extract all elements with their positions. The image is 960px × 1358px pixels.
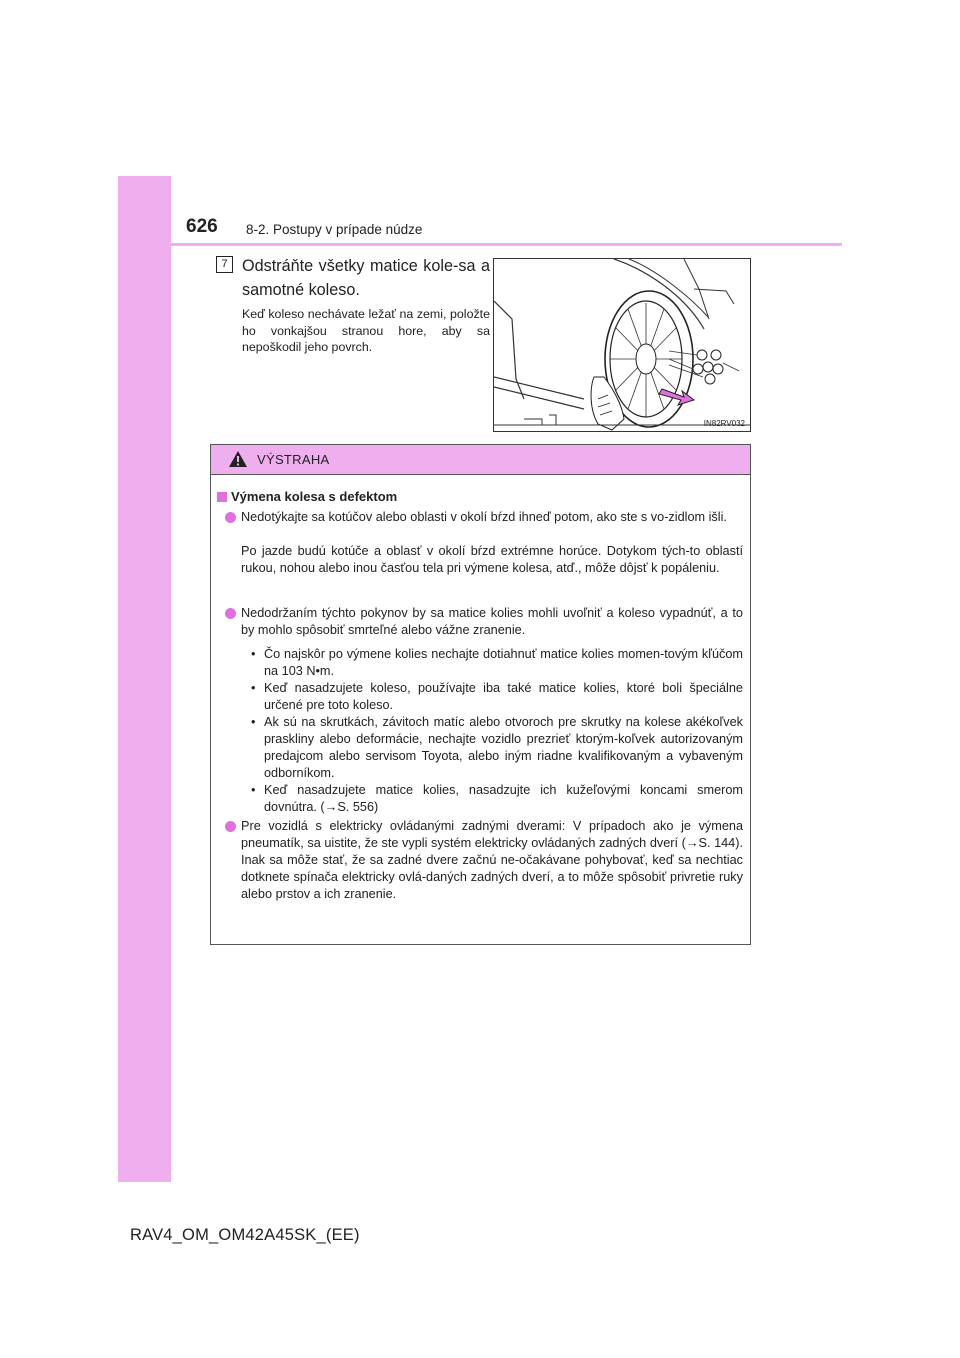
warning-bullet	[225, 509, 743, 526]
header-rule	[171, 243, 842, 246]
warning-bullet-continuation	[225, 543, 743, 577]
warning-heading-text: Výmena kolesa s defektom	[231, 489, 398, 504]
sub-item-marker: •	[251, 783, 256, 797]
sub-item-text: Keď nasadzujete koleso, používajte iba také matice kolies, ktoré boli špeciálne určené pre toto koleso.	[264, 681, 743, 712]
section-title: 8-2. Postupy v prípade núdze	[246, 222, 423, 237]
sub-item-marker: •	[251, 681, 256, 695]
warning-bullet-text: Nedotýkajte sa kotúčov alebo oblasti v okolí bŕzd ihneď potom, ako ste s vo-zidlom išli.	[241, 510, 727, 524]
wheel-illustration-drawing	[494, 259, 750, 431]
warning-bullet-text: Po jazde budú kotúče a oblasť v okolí bŕzd extrémne horúce. Dotykom tých-to oblastí rukou, nohou alebo inou časťou tela pri výmene kolesa, atď., môže dôjsť k popáleniu.	[241, 544, 743, 575]
round-bullet-icon	[225, 821, 236, 832]
wheel-removal-illustration	[493, 258, 751, 432]
sub-item-text: Ak sú na skrutkách, závitoch matíc alebo otvoroch pre skrutky na kolese akékoľvek praskliny alebo deformácie, nechajte vozidlo prezrieť ktorým-koľvek autorizovaným predajcom alebo servisom Toyota, alebo iným riadne kvalifikovaným a vybaveným odborníkom.	[264, 715, 743, 780]
round-bullet-icon	[225, 512, 236, 523]
step-note: Keď koleso nechávate ležať na zemi, položte ho vonkajšou stranou hore, aby sa nepoškodil jeho povrch.	[242, 307, 490, 354]
chapter-sidebar-tab	[118, 176, 171, 1182]
round-bullet-icon	[225, 608, 236, 619]
page-number: 626	[186, 216, 218, 237]
warning-title: VÝSTRAHA	[257, 452, 330, 467]
warning-sub-item	[251, 714, 743, 782]
step-title: Odstráňte všetky matice kole-sa a samotné koleso.	[242, 257, 490, 299]
sub-item-marker: •	[251, 715, 256, 729]
warning-box	[210, 444, 751, 945]
warning-header	[211, 445, 750, 475]
document-code: RAV4_OM_OM42A45SK_(EE)	[130, 1226, 360, 1244]
warning-bullet-text: Nedodržaním týchto pokynov by sa matice kolies mohli uvoľniť a koleso vypadnúť, a to by mohlo spôsobiť smrteľné alebo vážne zranenie.	[241, 606, 743, 637]
sub-item-marker: •	[251, 647, 256, 661]
illustration-code: IN82RV032	[703, 419, 745, 428]
warning-sub-item	[251, 782, 743, 816]
warning-sub-item	[251, 646, 743, 680]
warning-triangle-icon	[228, 450, 248, 468]
warning-bullet-text: Pre vozidlá s elektricky ovládanými zadnými dverami: V prípadoch ako je výmena pneumatík, sa uistite, že ste vypli systém elektricky ovládaných zadných dverí (→S. 144). Inak sa môže stať, že sa zadné dvere začnú ne-očakávane pohybovať, keď sa nechtiac dotknete spínača elektricky ovlá-daných zadných dverí, a to môže spôsobiť privretie ruky alebo prstov a ich zranenie.	[241, 819, 743, 901]
sub-item-text: Keď nasadzujete matice kolies, nasadzujte ich kužeľovými koncami smerom dovnútra. (→S. 556)	[264, 783, 743, 814]
warning-sub-item	[251, 680, 743, 714]
sub-item-text: Čo najskôr po výmene kolies nechajte dotiahnuť matice kolies momen-tovým kľúčom na 103 N•m.	[264, 647, 743, 678]
square-bullet-icon	[217, 492, 227, 502]
warning-heading	[217, 489, 397, 504]
warning-bullet	[225, 818, 743, 903]
warning-bullet	[225, 605, 743, 639]
step-number-box: 7	[216, 256, 233, 273]
